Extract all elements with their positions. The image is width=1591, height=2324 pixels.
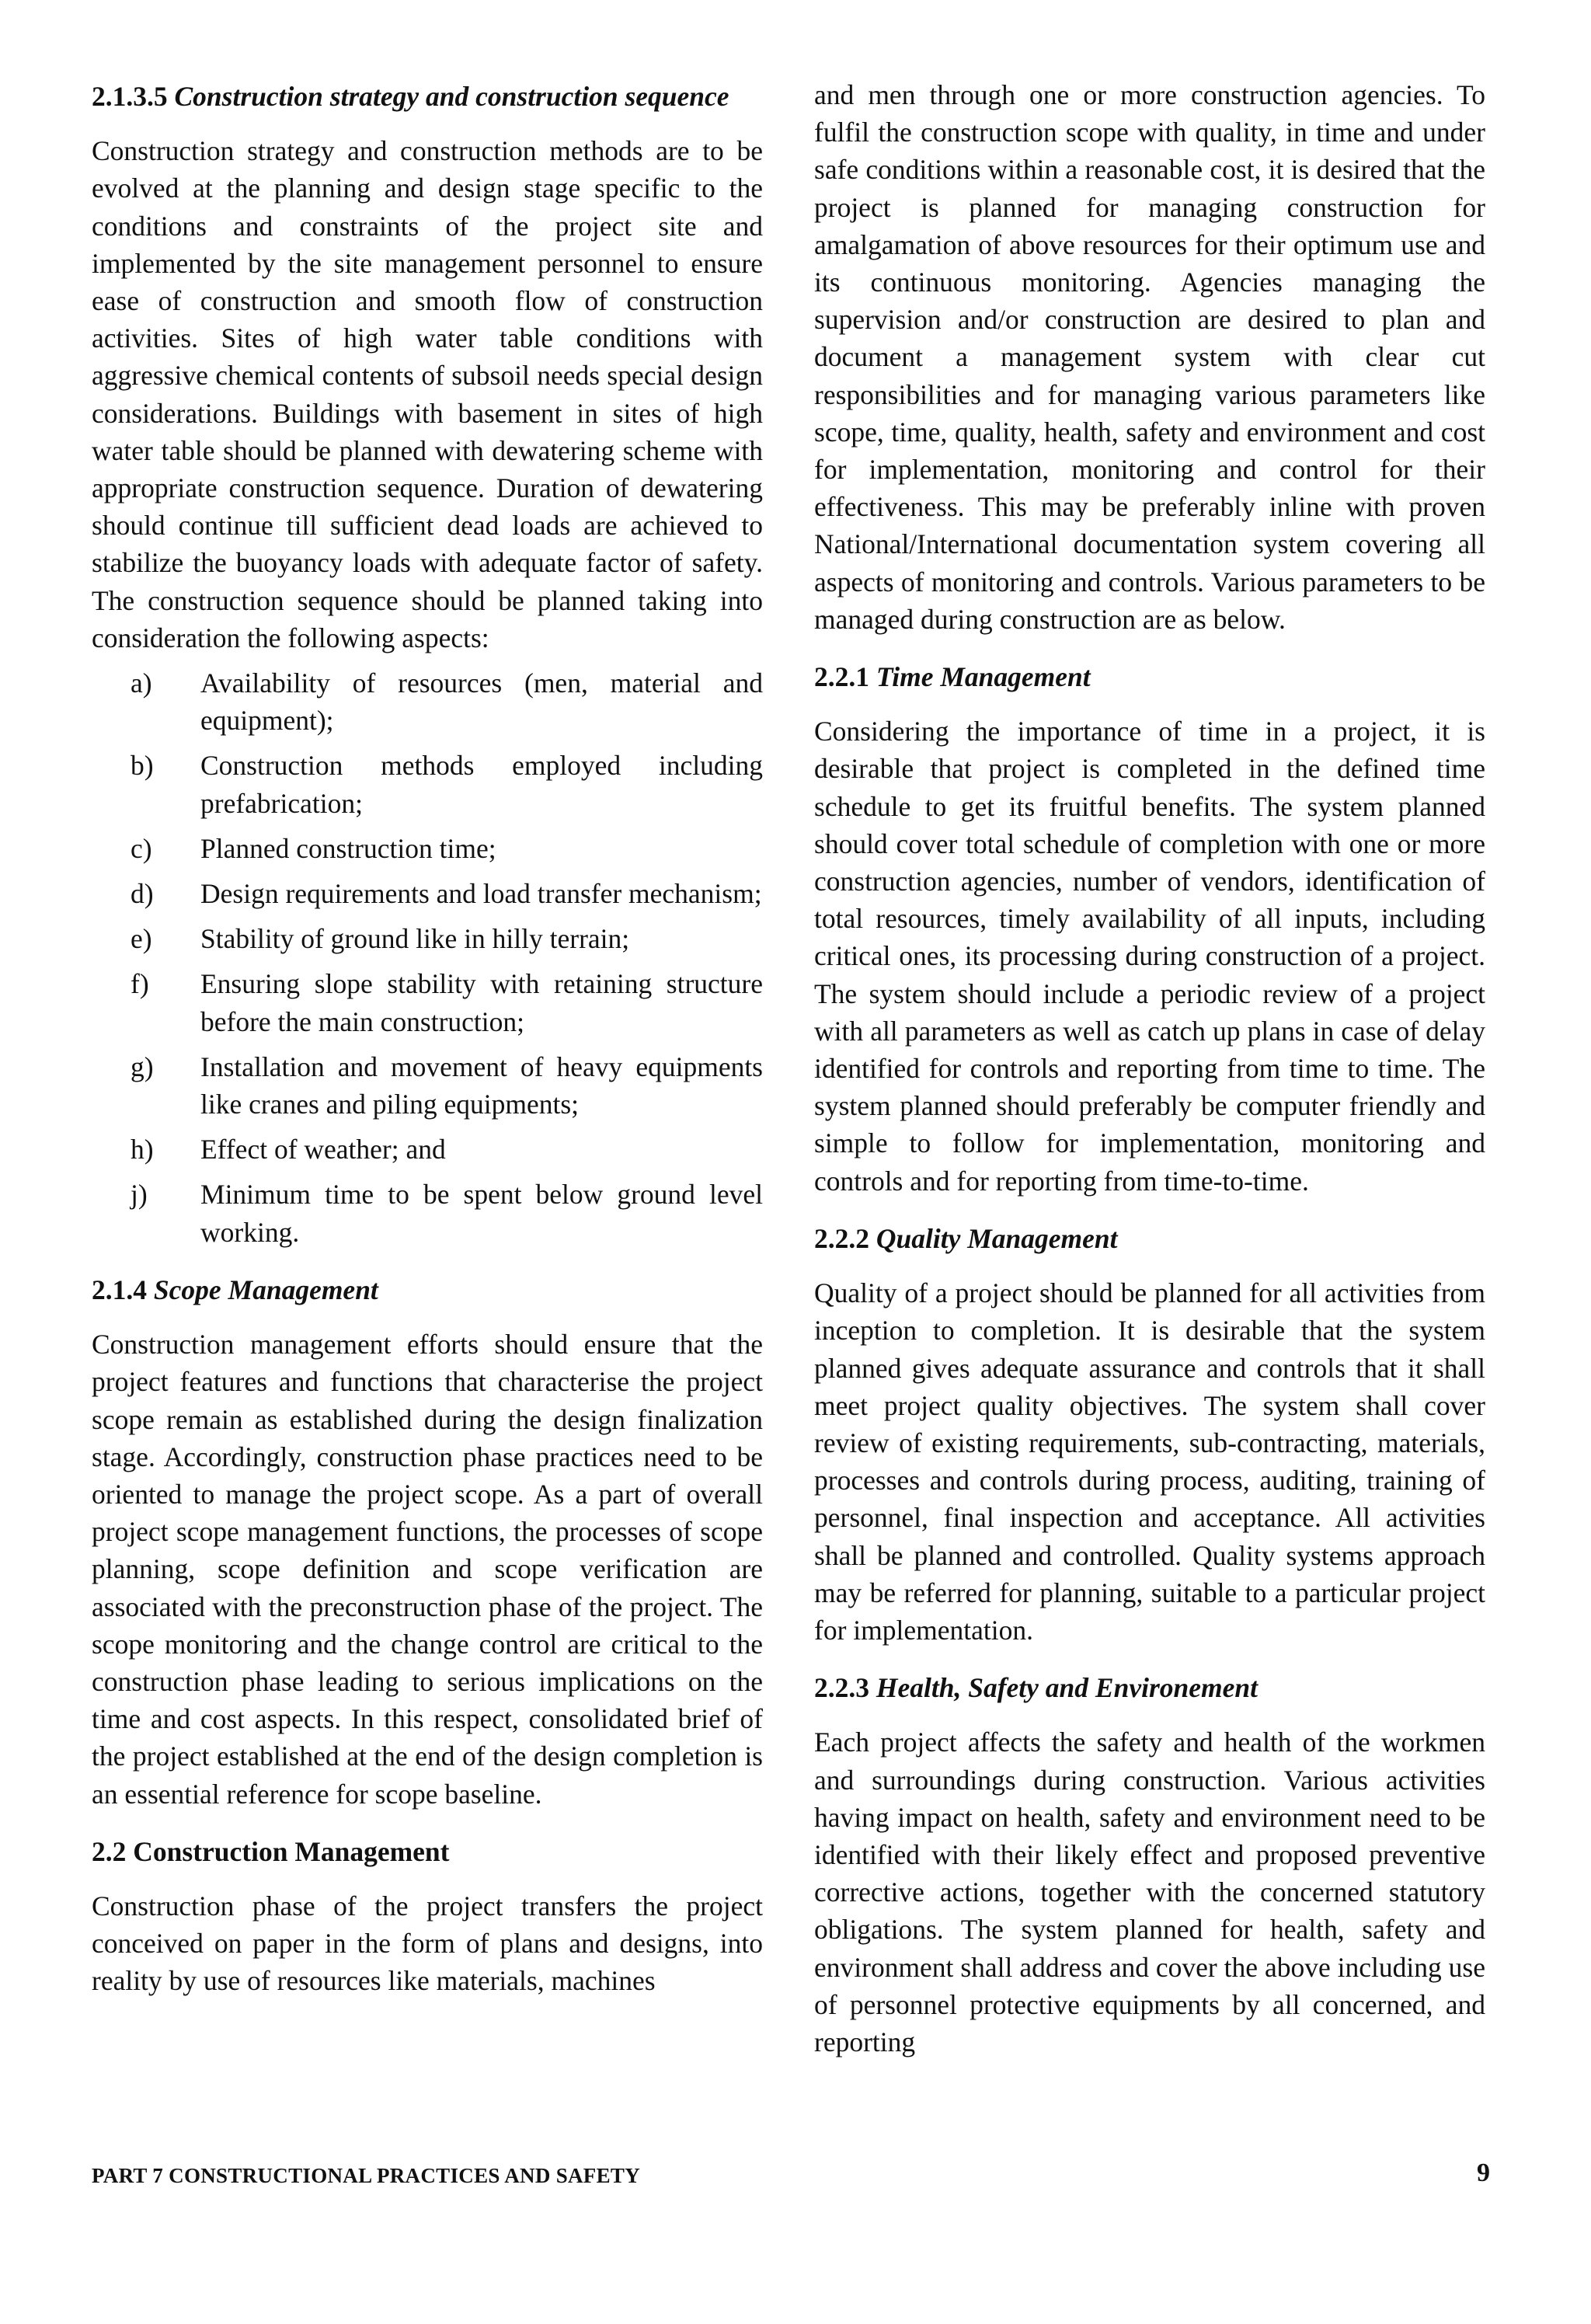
section-title: Scope Management (153, 1273, 378, 1305)
list-marker: f) (131, 968, 149, 1000)
list-item-text: Availability of resources (men, material and equipment); (200, 667, 763, 737)
section-2-2-2-heading (814, 1220, 1485, 1257)
list-item (92, 747, 763, 821)
list-marker: e) (131, 923, 152, 955)
section-number: 2.2.1 (814, 661, 869, 693)
section-number: 2.1.3.5 (92, 81, 168, 112)
section-2-2-paragraph: Construction phase of the project transfers the project conceived on paper in the form of plans and designs, into reality by use of resources like materials, machines (92, 1890, 763, 1997)
left-column (92, 78, 763, 2000)
list-marker: b) (131, 750, 154, 782)
section-2-1-4-paragraph: Construction management efforts should ensure that the project features and functions that characterise the project scope remain as established during the design finalization stage. Accordingly, construction phase practices need to be oriented to manage the project scope. As a part of overall project scope management functions, the processes of scope planning, scope definition and scope verification are associated with the preconstruction phase of the project. The scope monitoring and the change control are critical to the construction phase leading to serious implications on the time and cost aspects. In this respect, consolidated brief of the project established at the end of the design completion is an essential reference for scope baseline. (92, 1329, 763, 1810)
section-2-1-3-5-heading (92, 78, 763, 115)
list-item (92, 1131, 763, 1168)
section-title: Quality Management (876, 1222, 1118, 1254)
list-marker: c) (131, 832, 152, 864)
aspects-list (92, 664, 763, 1251)
list-marker: a) (131, 667, 152, 699)
list-item (92, 664, 763, 739)
section-2-1-4-heading (92, 1271, 763, 1308)
section-2-2-heading: 2.2 Construction Management (92, 1835, 450, 1867)
page-footer: PART 7 CONSTRUCTIONAL PRACTICES AND SAFETY (92, 2164, 641, 2187)
list-item (92, 830, 763, 867)
list-marker: d) (131, 878, 154, 910)
list-marker: h) (131, 1134, 154, 1165)
page-number: 9 (1477, 2158, 1490, 2187)
section-number: 2.2.2 (814, 1222, 869, 1254)
list-item (92, 920, 763, 957)
section-2-2-3-heading (814, 1669, 1485, 1706)
list-marker: g) (131, 1051, 154, 1082)
section-2-2-1-heading (814, 658, 1485, 695)
section-number: 2.1.4 (92, 1273, 147, 1305)
section-title: Construction strategy and construction sequence (174, 81, 729, 112)
section-2-2-2-paragraph: Quality of a project should be planned for all activities from inception to completion. It is desirable that the system planned gives adequate assurance and controls that it shall meet project quality objectives. The system shall cover review of existing requirements, sub-contracting, materials, processes and controls during process, auditing, training of personnel, final inspection and acceptance. All activities shall be planned and controlled. Quality systems approach may be referred for planning, suitable to a particular project for implementation. (814, 1277, 1485, 1646)
section-number: 2.2.3 (814, 1672, 869, 1704)
list-item (92, 1048, 763, 1123)
section-2-2-paragraph-continued: and men through one or more construction agencies. To fulfil the construction scope with quality, in time and under safe conditions within a reasonable cost, it is desired that the project is planned for managing construction for amalgamation of above resources for their optimum use and its continuous monitoring. Agencies managing the supervision and/or construction are desired to plan and document a management system with clear cut responsibilities and for managing various parameters like scope, time, quality, health, safety and environment and cost for implementation, monitoring and control for their effectiveness. This may be preferably inline with proven National/International documentation system covering all aspects of monitoring and controls. Various parameters to be managed during construction are as below. (814, 79, 1485, 635)
list-item (92, 875, 763, 912)
section-title: Time Management (876, 661, 1091, 693)
list-item-text: Minimum time to be spent below ground level working. (200, 1179, 763, 1248)
right-column (814, 76, 1485, 2061)
section-2-2-1-paragraph: Considering the importance of time in a project, it is desirable that project is completed in the defined time schedule to get its fruitful benefits. The system planned should cover total schedule of completion with one or more construction agencies, number of vendors, identification of total resources, timely availability of all inputs, including critical ones, its processing during construction of a project. The system should include a periodic review of a project with all parameters as well as catch up plans in case of delay identified for controls and reporting from time to time. The system planned should preferably be computer friendly and simple to follow for implementation, monitoring and controls and for reporting from time-to-time. (814, 716, 1485, 1197)
list-item-text: Effect of weather; and (200, 1134, 446, 1165)
list-item-text: Installation and movement of heavy equipments like cranes and piling equipments; (200, 1051, 763, 1120)
section-2-1-3-5-paragraph: Construction strategy and construction methods are to be evolved at the planning and design stage specific to the conditions and constraints of the project site and implemented by the site management personnel to ensure ease of construction and smooth flow of construction activities. Sites of high water table conditions with aggressive chemical contents of subsoil needs special design considerations. Buildings with basement in sites of high water table should be planned with dewatering scheme with appropriate construction sequence. Duration of dewatering should continue till sufficient dead loads are achieved to stabilize the buoyancy loads with adequate factor of safety. The construction sequence should be planned taking into consideration the following aspects: (92, 135, 763, 653)
list-item (92, 965, 763, 1040)
section-title: Health, Safety and Environement (876, 1672, 1258, 1704)
list-item-text: Ensuring slope stability with retaining structure before the main construction; (200, 968, 763, 1037)
list-item-text: Construction methods employed including prefabrication; (200, 750, 763, 819)
list-item (92, 1176, 763, 1250)
list-item-text: Planned construction time; (200, 832, 496, 864)
section-2-2-3-paragraph: Each project affects the safety and health of the workmen and surroundings during construction. Various activities having impact on health, safety and environment need to be identified with their likely effect and proposed preventive corrective actions, together with the concerned statutory obligations. The system planned for health, safety and environment shall address and cover the above including use of personnel protective equipments by all concerned, and reporting (814, 1726, 1485, 2057)
list-item-text: Stability of ground like in hilly terrain; (200, 923, 630, 955)
list-item-text: Design requirements and load transfer mechanism; (200, 878, 762, 910)
list-marker: j) (131, 1179, 148, 1211)
